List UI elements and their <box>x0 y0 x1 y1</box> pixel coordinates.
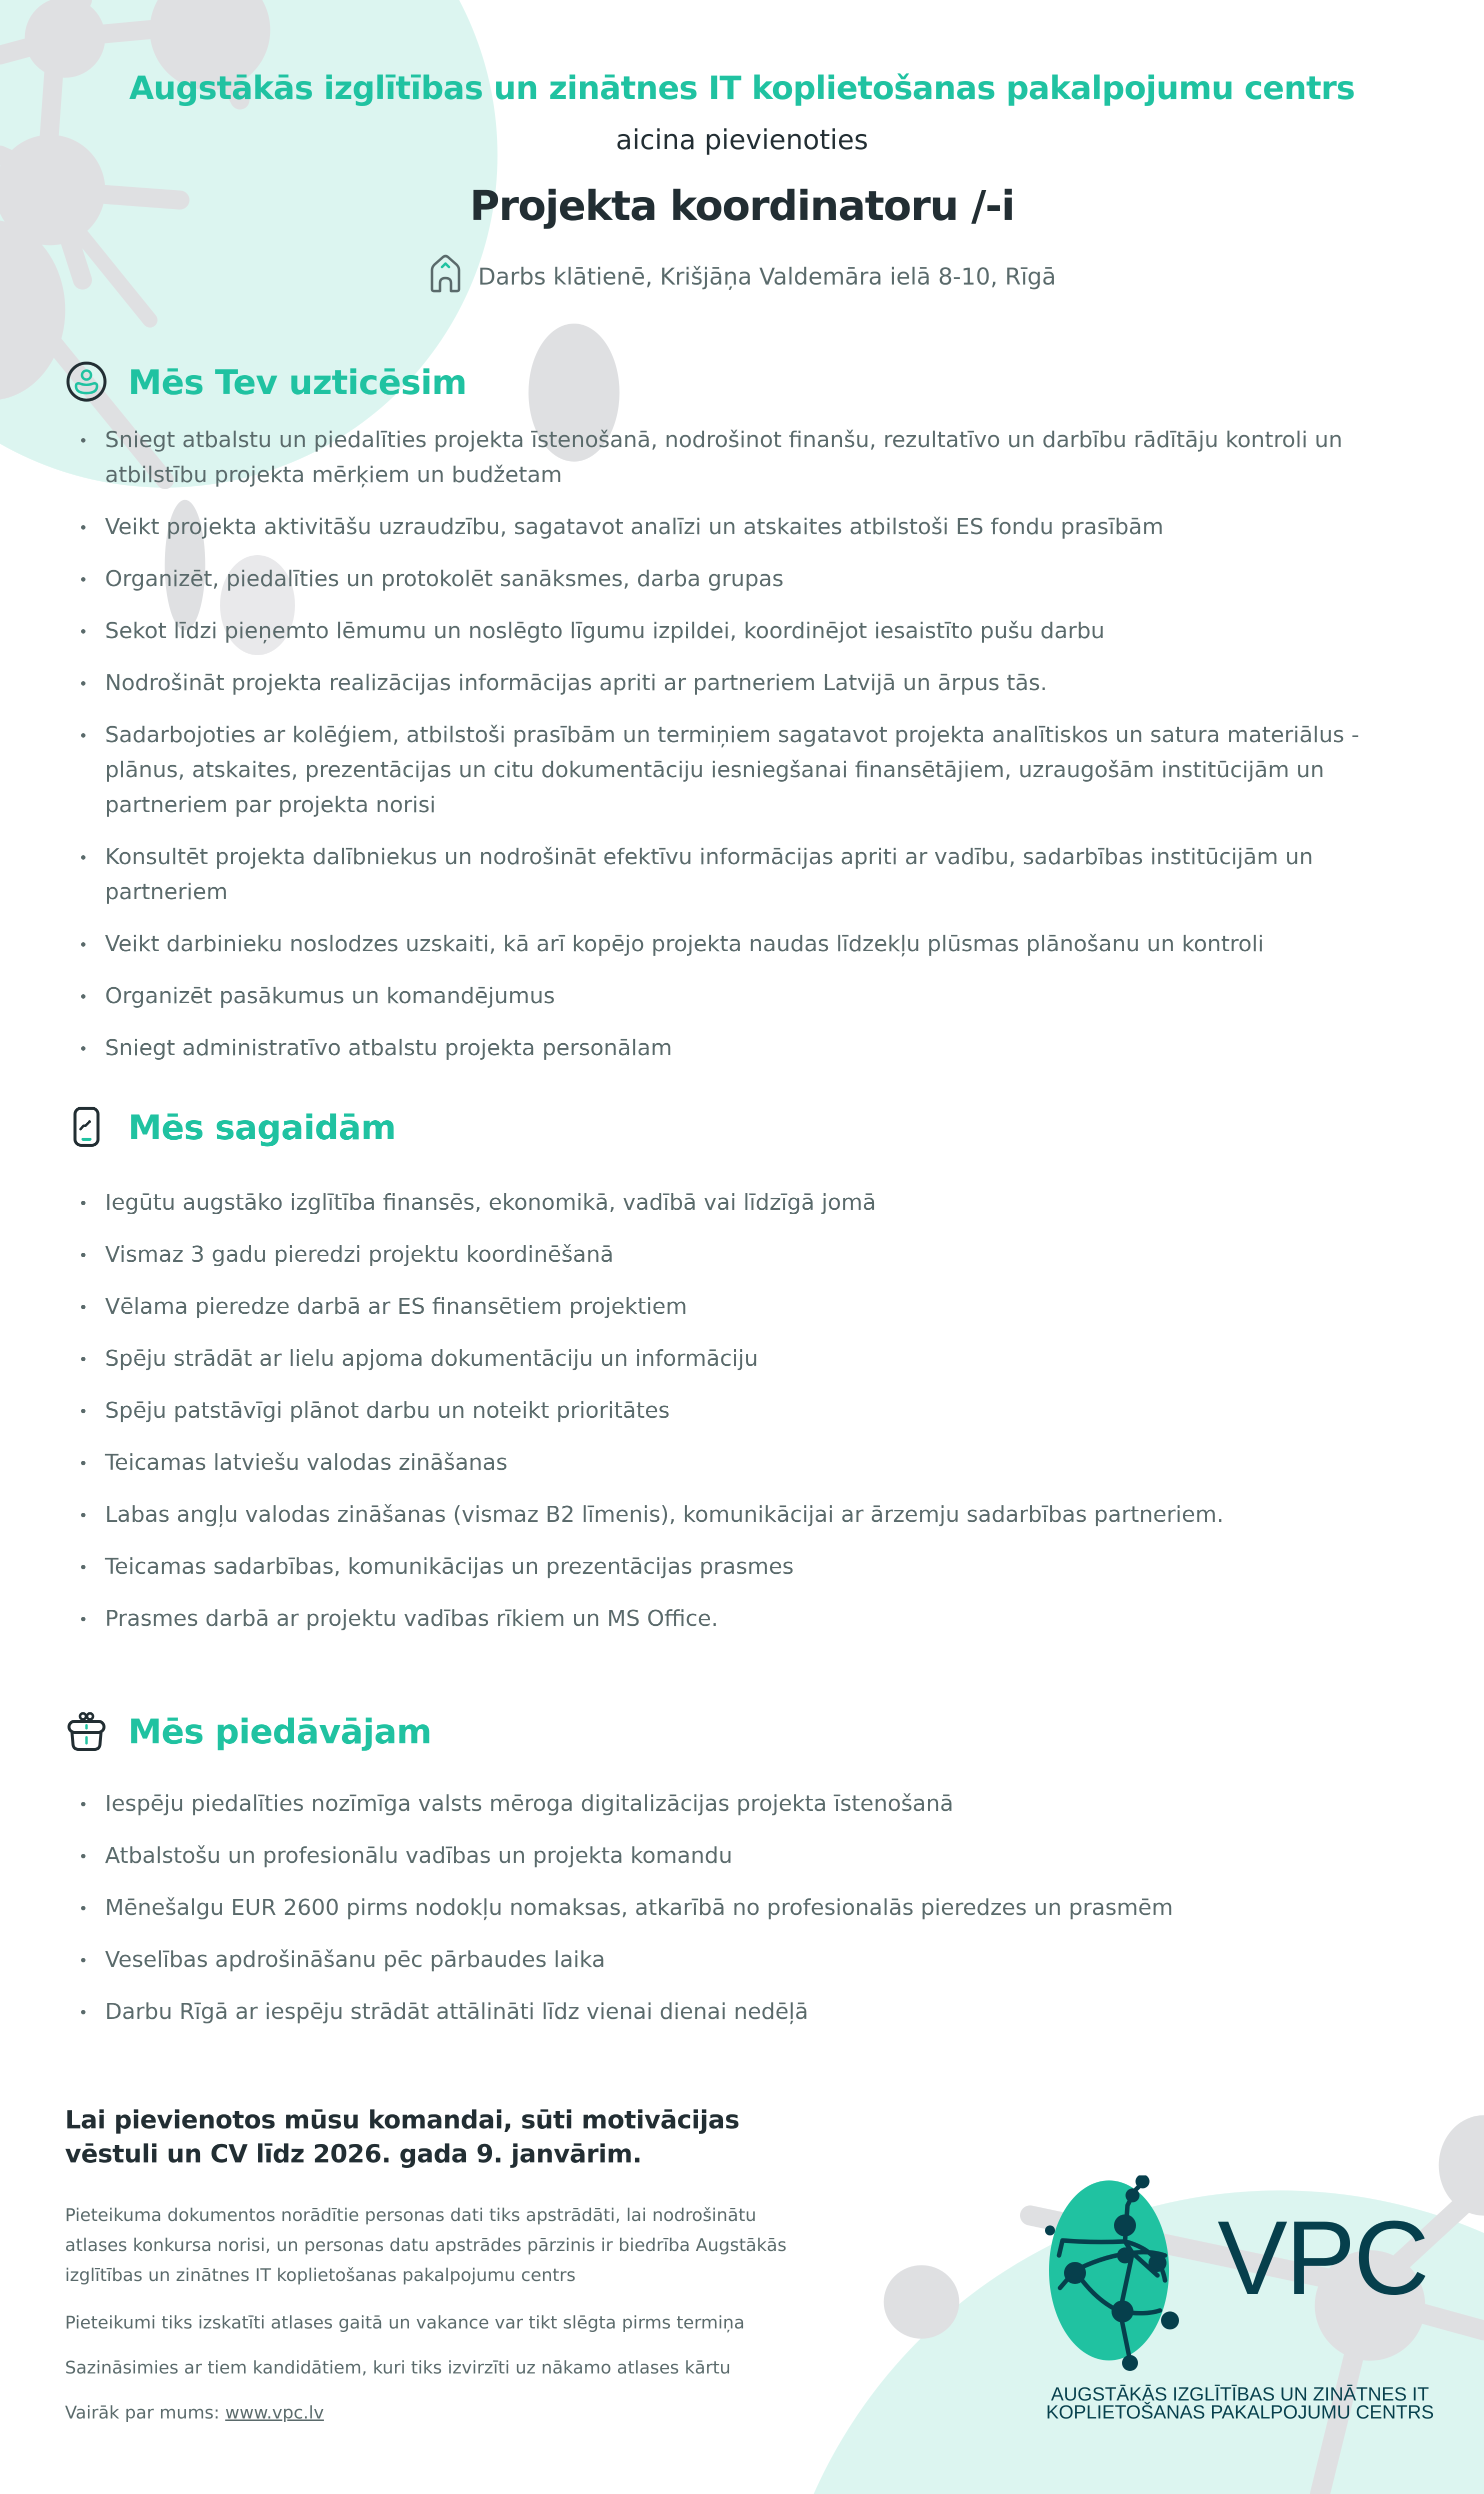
list-item: Prasmes darbā ar projektu vadības rīkiem un MS Office. <box>75 1601 1385 1636</box>
list-item: Organizēt pasākumus un komandējumus <box>75 979 1385 1014</box>
position-title: Projekta koordinatoru /-i <box>470 183 1014 230</box>
logo-wordmark: VPC <box>1218 2199 1428 2316</box>
requirements-list <box>75 1185 1385 1653</box>
invite-text: aicina pievienoties <box>616 124 868 156</box>
more-info <box>65 2398 815 2428</box>
list-item: Labas angļu valodas zināšanas (vismaz B2 līmenis), komunikācijai ar ārzemju sadarbības partneriem. <box>75 1497 1385 1532</box>
list-item: Vismaz 3 gadu pieredzi projektu koordinēšanā <box>75 1237 1385 1272</box>
list-item: Veikt projekta aktivitāšu uzraudzību, sagatavot analīzi un atskaites atbilstoši ES fondu prasībām <box>75 510 1385 545</box>
list-item: Mēnešalgu EUR 2600 pirms nodokļu nomaksas, atkarībā no profesionalās pieredzes un prasmēm <box>75 1890 1385 1925</box>
privacy-notice: Pieteikuma dokumentos norādītie personas dati tiks apstrādāti, lai nodrošinātu atlases konkursa norisi, un personas datu apstrādes pārzinis ir biedrība Augstākās izglītības un zinātnes IT koplietošanas pakalpojumu centrs <box>65 2205 787 2285</box>
list-item: Darbu Rīgā ar iespēju strādāt attālināti līdz vienai dienai nedēļā <box>75 1994 1385 2029</box>
section-heading-tasks <box>65 360 466 405</box>
organization-title: Augstākās izglītības un zinātnes IT koplietošanas pakalpojumu centrs <box>129 70 1355 107</box>
list-item: Spēju patstāvīgi plānot darbu un noteikt prioritātes <box>75 1393 1385 1428</box>
list-item: Vēlama pieredze darbā ar ES finansētiem projektiem <box>75 1289 1385 1324</box>
list-item: Teicamas sadarbības, komunikācijas un prezentācijas prasmes <box>75 1549 1385 1584</box>
section-heading-offer <box>65 1709 432 1754</box>
offer-list <box>75 1786 1385 2046</box>
section-title: Mēs piedāvājam <box>128 1712 432 1752</box>
list-item: Konsultēt projekta dalībniekus un nodrošināt efektīvu informācijas apriti ar vadību, sadarbības institūcijām un partneriem <box>75 840 1385 910</box>
list-item: Iespēju piedalīties nozīmīga valsts mēroga digitalizācijas projekta īstenošanā <box>75 1786 1385 1821</box>
logo-subtitle-line-1: AUGSTĀKĀS IZGLĪTĪBAS UN ZINĀTNES IT <box>1051 2384 1429 2405</box>
list-item: Sekot līdzi pieņemto lēmumu un noslēgto līgumu izpildei, koordinējot iesaistīto pušu darbu <box>75 614 1385 649</box>
task-list <box>75 423 1385 1083</box>
gift-icon <box>65 1709 108 1754</box>
phone-growth-icon <box>65 1105 108 1150</box>
location-text: Darbs klātienē, Krišjāņa Valdemāra ielā 8-10, Rīgā <box>478 263 1056 290</box>
list-item: Sadarbojoties ar kolēģiem, atbilstoši prasībām un termiņiem sagatavot projekta analītiskos un satura materiālus - plānus, atskaites, prezentācijas un citu dokumentāciju iesniegšanai finansētājiem, uzraugošām institūcijām un partneriem par projekta norisi <box>75 718 1385 823</box>
list-item: Atbalstošu un profesionālu vadības un projekta komandu <box>75 1838 1385 1873</box>
website-link[interactable]: www.vpc.lv <box>225 2403 324 2423</box>
list-item: Nodrošināt projekta realizācijas informācijas apriti ar partneriem Latvijā un ārpus tās. <box>75 666 1385 701</box>
section-title: Mēs sagaidām <box>128 1108 396 1148</box>
list-item: Sniegt administratīvo atbalstu projekta personālam <box>75 1031 1385 1066</box>
list-item: Organizēt, piedalīties un protokolēt sanāksmes, darba grupas <box>75 562 1385 597</box>
list-item: Spēju strādāt ar lielu apjoma dokumentāciju un informāciju <box>75 1341 1385 1376</box>
more-info-label: Vairāk par mums: <box>65 2403 226 2423</box>
list-item: Sniegt atbalstu un piedalīties projekta īstenošanā, nodrošinot finanšu, rezultatīvo un darbību rādītāju kontroli un atbilstību projekta mērķiem un budžetam <box>75 423 1385 493</box>
location-line <box>0 254 1484 299</box>
logo-subtitle-line-2: KOPLIETOŠANAS PAKALPOJUMU CENTRS <box>1046 2402 1434 2423</box>
application-call-to-action: Lai pievienotos mūsu komandai, sūti motivācijas vēstuli un CV līdz 2026. gada 9. janvārim. <box>65 2105 740 2168</box>
review-note: Pieteikumi tiks izskatīti atlases gaitā un vakance var tikt slēgta pirms termiņa <box>65 2313 745 2333</box>
home-icon <box>428 254 463 299</box>
logo-subtitle <box>1045 2385 1435 2421</box>
section-heading-requirements <box>65 1105 396 1150</box>
list-item: Veikt darbinieku noslodzes uzskaiti, kā arī kopējo projekta naudas līdzekļu plūsmas plānošanu un kontroli <box>75 927 1385 962</box>
user-circle-icon <box>65 360 108 405</box>
list-item: Veselības apdrošināšanu pēc pārbaudes laika <box>75 1942 1385 1977</box>
list-item: Iegūtu augstāko izglītība finansēs, ekonomikā, vadībā vai līdzīgā jomā <box>75 1185 1385 1220</box>
contact-note: Sazināsimies ar tiem kandidātiem, kuri tiks izvirzīti uz nākamo atlases kārtu <box>65 2358 731 2378</box>
list-item: Teicamas latviešu valodas zināšanas <box>75 1445 1385 1480</box>
section-title: Mēs Tev uzticēsim <box>128 363 467 403</box>
